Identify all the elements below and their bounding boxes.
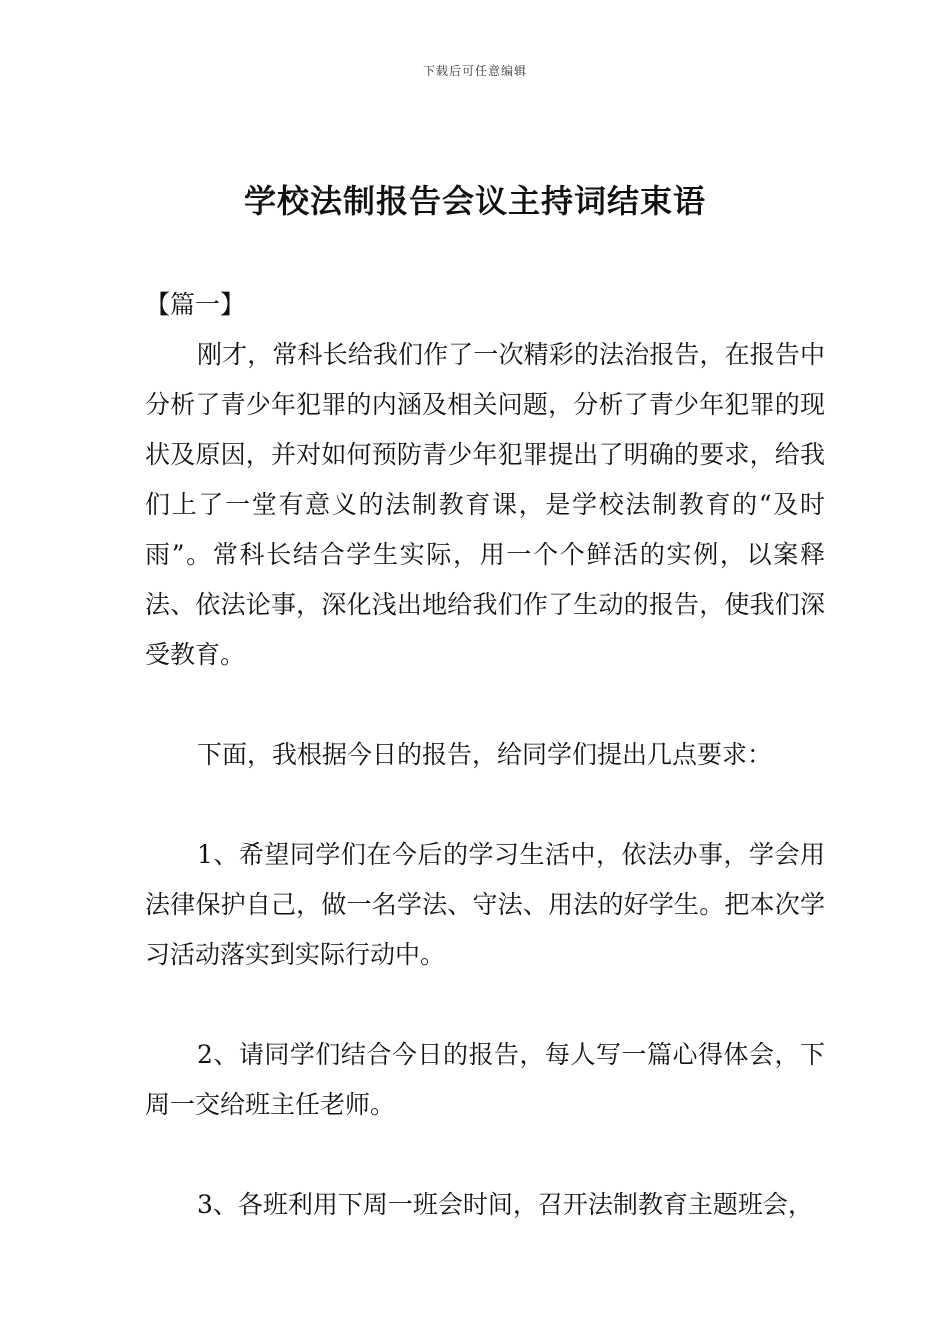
document-title: 学校法制报告会议主持词结束语 — [243, 182, 706, 220]
paragraph-intro: 刚才，常科长给我们作了一次精彩的法治报告，在报告中分析了青少年犯罪的内涵及相关问题，分析了青少年犯罪的现状及原因，并对如何预防青少年犯罪提出了明确的要求，给我们上了一堂有意义的法制教育课，是学校法制教育的“及时雨”。常科长结合学生实际，用一个个鲜活的实例，以案释法、依法论事，深化浅出地给我们作了生动的报告，使我们深受教育。 — [145, 340, 825, 669]
paragraph-requirement-2: 2、请同学们结合今日的报告，每人写一篇心得体会，下周一交给班主任老师。 — [145, 1040, 825, 1119]
paragraph-spacer — [145, 780, 825, 830]
paragraph-spacer — [145, 980, 825, 1030]
document-body — [145, 280, 825, 1230]
paragraph-requirement-1: 1、希望同学们在今后的学习生活中，依法办事，学会用法律保护自己，做一名学法、守法、用法的好学生。把本次学习活动落实到实际行动中。 — [145, 840, 825, 969]
section-label: 【篇一】 — [145, 290, 246, 319]
paragraph-requirement-3: 3、各班利用下周一班会时间，召开法制教育主题班会， — [197, 1190, 813, 1219]
paragraph-requirements-lead: 下面，我根据今日的报告，给同学们提出几点要求： — [197, 740, 773, 769]
paragraph-spacer — [145, 1130, 825, 1180]
header-note: 下载后可任意编辑 — [422, 64, 527, 78]
paragraph-spacer — [145, 680, 825, 730]
